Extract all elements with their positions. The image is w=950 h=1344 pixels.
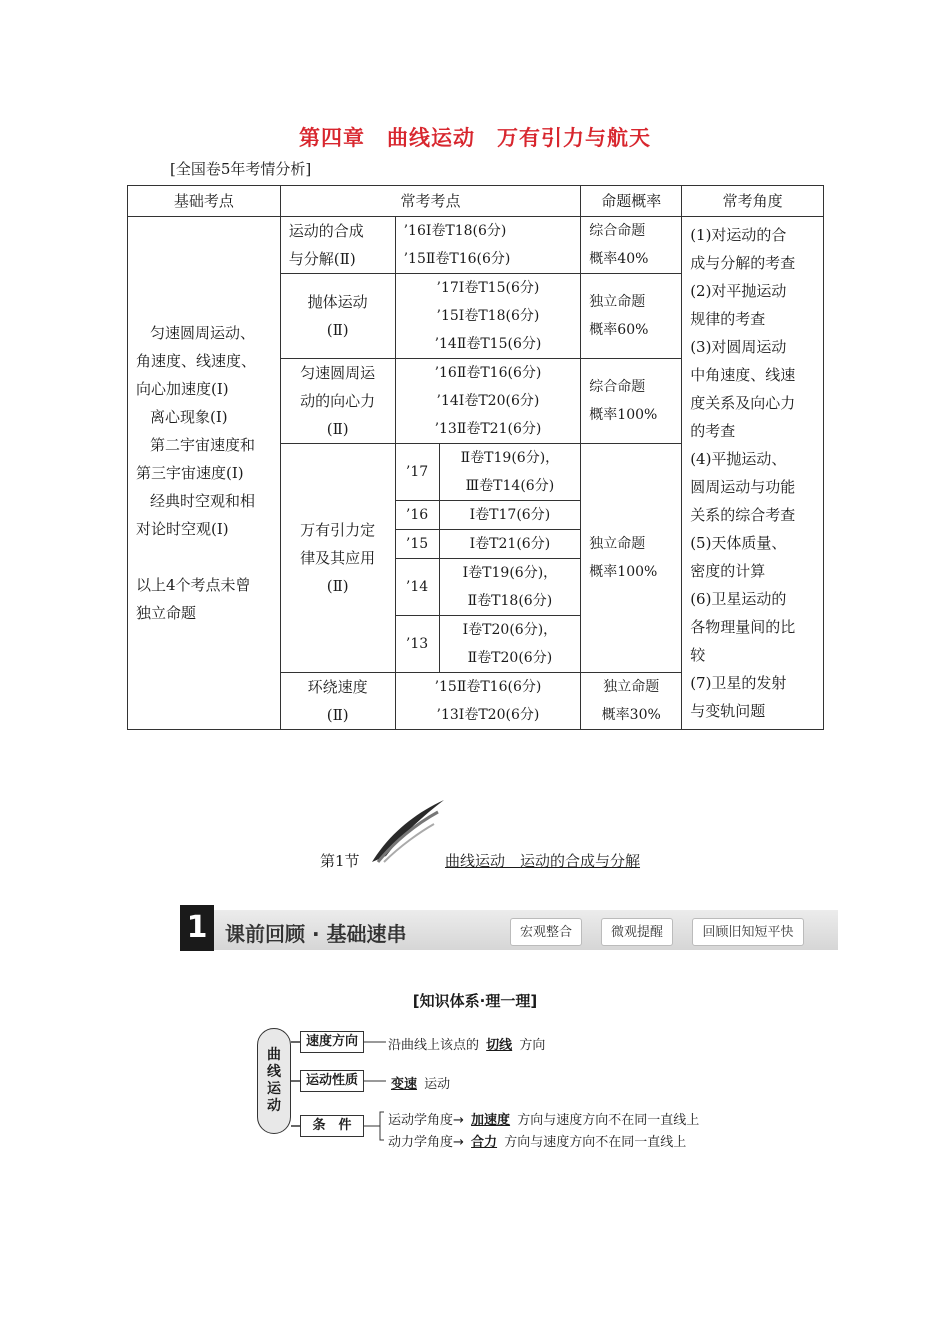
topic-line: 动的向心力 xyxy=(300,392,376,410)
angle-line: (5)天体质量、 xyxy=(690,534,787,552)
prob-line: 综合命题 xyxy=(589,379,646,395)
basic-line: 第二宇宙速度和 xyxy=(150,436,256,454)
exam-line: ’15Ⅰ卷T18(6分) xyxy=(436,308,540,324)
angle-line: 成与分解的考查 xyxy=(690,254,796,272)
topic-line: (Ⅱ) xyxy=(326,420,349,438)
exam-line: ’15Ⅱ卷T16(6分) xyxy=(403,251,511,267)
basic-line: 以上4个考点未曾 xyxy=(136,576,251,594)
key-term: 加速度 xyxy=(471,1113,511,1128)
direction-text xyxy=(388,1034,545,1053)
year-cell: ’13 xyxy=(395,616,439,673)
angle-line: (6)卫星运动的 xyxy=(690,590,787,608)
prob-line: 综合命题 xyxy=(589,223,646,239)
prob-line: 概率30% xyxy=(601,707,661,723)
topic-line: 运动的合成 xyxy=(288,222,364,240)
year-cell: ’14 xyxy=(395,559,439,616)
text-part: 动力学角度→ xyxy=(388,1135,464,1150)
topic-line: 律及其应用 xyxy=(300,549,376,567)
pill-micro: 微观提醒 xyxy=(601,918,673,946)
angle-line: (2)对平抛运动 xyxy=(690,282,787,300)
pill-review: 回顾旧知短平快 xyxy=(692,918,804,946)
exam-line: Ⅱ卷T19(6分)， xyxy=(460,450,560,466)
text-part: 运动 xyxy=(424,1077,451,1092)
topic-line: 环绕速度 xyxy=(307,678,368,696)
angle-line: (1)对运动的合 xyxy=(690,226,787,244)
section-title: 曲线运动 运动的合成与分解 xyxy=(445,852,641,870)
nature-text xyxy=(388,1073,450,1092)
header-common: 常考考点 xyxy=(280,186,581,217)
exam-line: ’14Ⅰ卷T20(6分) xyxy=(436,393,540,409)
basic-line: 经典时空观和相 xyxy=(150,492,256,510)
year-cell: ’16 xyxy=(395,501,439,530)
topic-line: (Ⅱ) xyxy=(326,321,349,339)
exam-line: ’14Ⅱ卷T15(6分) xyxy=(434,336,542,352)
topic-line: 与分解(Ⅱ) xyxy=(288,250,356,268)
text-part: 方向与速度方向不在同一直线上 xyxy=(504,1135,687,1150)
banner-number: 1 xyxy=(180,905,214,951)
exam-line: Ⅰ卷T20(6分)， xyxy=(462,622,558,638)
basic-line: 匀速圆周运动、 xyxy=(150,324,256,342)
angle-line: 与变轨问题 xyxy=(690,702,766,720)
analysis-subtitle: [全国卷5年考情分析] xyxy=(170,160,312,178)
topic-line: 抛体运动 xyxy=(307,293,368,311)
exam-line: Ⅱ卷T18(6分) xyxy=(467,593,553,609)
exam-line: ’15Ⅱ卷T16(6分) xyxy=(434,679,542,695)
basic-line: 角速度、线速度、 xyxy=(136,352,257,370)
exam-line: Ⅲ卷T14(6分) xyxy=(465,478,555,494)
angle-line: 中角速度、线速 xyxy=(690,366,796,384)
knowledge-heading: [知识体系·理一理] xyxy=(412,992,538,1010)
angle-line: 较 xyxy=(690,646,706,664)
node-direction: 速度方向 xyxy=(300,1031,364,1053)
key-term: 切线 xyxy=(486,1038,513,1053)
text-part: 运动学角度→ xyxy=(388,1113,464,1128)
prob-line: 独立命题 xyxy=(603,679,660,695)
angle-line: (7)卫星的发射 xyxy=(690,674,787,692)
section-number: 第1节 xyxy=(320,852,360,870)
chapter-title: 第四章 曲线运动 万有引力与航天 xyxy=(299,126,651,150)
topic-line: 匀速圆周运 xyxy=(300,364,376,382)
key-term: 合力 xyxy=(471,1135,498,1150)
node-nature: 运动性质 xyxy=(300,1070,364,1092)
pill-macro: 宏观整合 xyxy=(510,918,582,946)
exam-line: ’13Ⅰ卷T20(6分) xyxy=(436,707,540,723)
exam-line: ’16Ⅱ卷T16(6分) xyxy=(434,365,542,381)
angle-line: 的考查 xyxy=(690,422,736,440)
root-char: 曲 xyxy=(267,1047,281,1063)
exam-line: Ⅰ卷T17(6分) xyxy=(469,507,551,523)
condition-line-2 xyxy=(388,1131,686,1150)
exam-line: ’16Ⅰ卷T18(6分) xyxy=(403,223,507,239)
prob-line: 概率60% xyxy=(589,322,649,338)
header-angle: 常考角度 xyxy=(682,186,824,217)
prob-line: 概率40% xyxy=(589,251,649,267)
year-cell: ’17 xyxy=(395,444,439,501)
header-basic: 基础考点 xyxy=(128,186,281,217)
root-char: 线 xyxy=(267,1064,281,1080)
exam-line: ’13Ⅱ卷T21(6分) xyxy=(434,421,542,437)
basic-line: 向心加速度(Ⅰ) xyxy=(136,380,229,398)
header-prob: 命题概率 xyxy=(581,186,682,217)
topic-line: (Ⅱ) xyxy=(326,577,349,595)
condition-line-1 xyxy=(388,1109,699,1128)
year-cell: ’15 xyxy=(395,530,439,559)
topic-line: (Ⅱ) xyxy=(326,706,349,724)
basic-line: 对论时空观(Ⅰ) xyxy=(136,520,229,538)
angle-line: 各物理量间的比 xyxy=(690,618,796,636)
text-part: 沿曲线上该点的 xyxy=(388,1038,480,1053)
key-term: 变速 xyxy=(391,1077,418,1092)
angle-line: 规律的考查 xyxy=(690,310,766,328)
root-char: 运 xyxy=(267,1081,281,1097)
exam-line: ’17Ⅰ卷T15(6分) xyxy=(436,280,540,296)
exam-line: Ⅱ卷T20(6分) xyxy=(467,650,553,666)
angle-line: (4)平抛运动、 xyxy=(690,450,787,468)
node-condition: 条 件 xyxy=(300,1115,364,1137)
basic-line: 离心现象(Ⅰ) xyxy=(150,408,228,426)
prob-line: 独立命题 xyxy=(589,536,646,552)
angle-line: 度关系及向心力 xyxy=(690,394,796,412)
topic-line: 万有引力定 xyxy=(300,521,376,539)
prob-line: 概率100% xyxy=(589,564,658,580)
prob-line: 独立命题 xyxy=(589,294,646,310)
root-char: 动 xyxy=(267,1098,281,1114)
prob-line: 概率100% xyxy=(589,407,658,423)
angle-line: 圆周运动与功能 xyxy=(690,478,796,496)
angle-line: 关系的综合考查 xyxy=(690,506,796,524)
angle-line: (3)对圆周运动 xyxy=(690,338,787,356)
banner-title: 课前回顾 · 基础速串 xyxy=(225,922,407,946)
basic-line: 第三宇宙速度(Ⅰ) xyxy=(136,464,244,482)
exam-line: Ⅰ卷T19(6分)， xyxy=(462,565,558,581)
angle-line: 密度的计算 xyxy=(690,562,766,580)
exam-line: Ⅰ卷T21(6分) xyxy=(469,536,551,552)
basic-line: 独立命题 xyxy=(136,604,197,622)
text-part: 方向 xyxy=(519,1038,546,1053)
text-part: 方向与速度方向不在同一直线上 xyxy=(517,1113,700,1128)
